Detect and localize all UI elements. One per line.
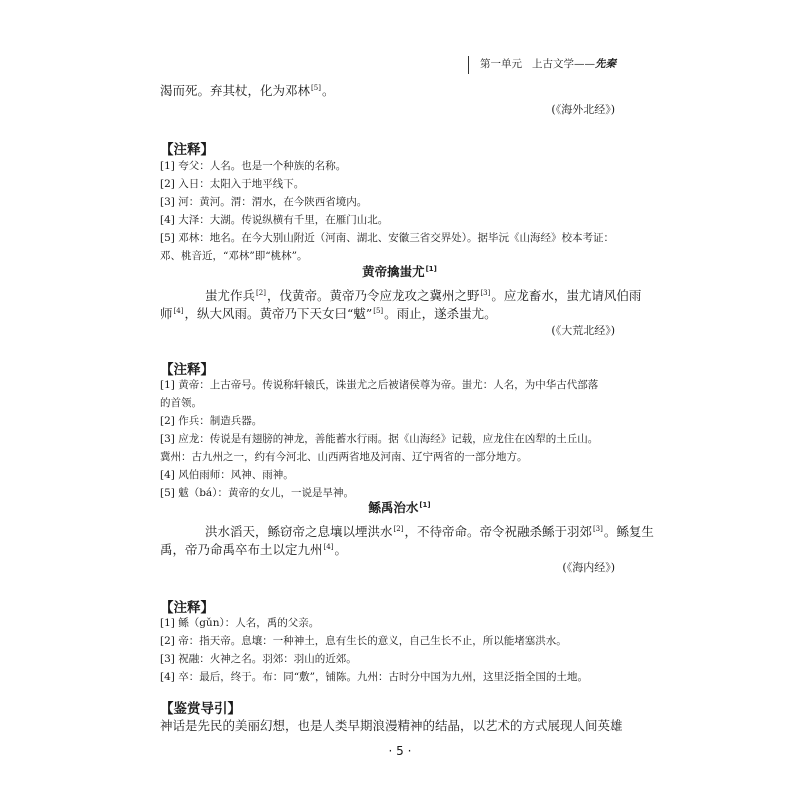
notes-heading: 【注释】 [160,142,214,158]
story-line [205,287,641,305]
intro-end: 。 [321,83,335,98]
footnote-ref: [4] [173,307,184,315]
footnote-ref: [2] [256,289,266,297]
note-line: [3] 河：黄河。渭：渭水，在今陕西省境内。 [160,196,368,208]
appreciation-heading: 【鉴赏导引】 [160,701,241,717]
story-title-text: 鲧禹治水 [368,500,419,515]
story-line [160,305,497,323]
note-line: [3] 祝融：火神之名。羽郊：羽山的近郊。 [160,653,357,665]
story-text: 。鲧复生 [603,524,654,539]
story-text: 。应龙畜水，蚩尤请风伯雨 [491,288,642,303]
header-chapter: 第一单元 [480,58,522,70]
appreciation-text: 神话是先民的美丽幻想，也是人类早期浪漫精神的结晶，以艺术的方式展现人间英雄 [160,718,623,733]
note-line: 的首领。 [160,397,202,409]
notes-heading: 【注释】 [160,362,214,378]
story-text: ，纵大风雨。黄帝乃下天女曰“魃” [184,306,373,321]
header-rule [468,56,469,74]
note-line: [4] 卒：最后，终于。布：同“敷”，铺陈。九州：古时分中国为九州，这里泛指全国的土地。 [160,671,588,683]
footnote-ref: [1] [419,501,431,509]
footnote-ref: [3] [592,525,603,533]
note-line: [5] 邓林：地名。在今大别山附近（河南、湖北、安徽三省交界处）。据毕沅《山海经》校本考证： [160,232,614,244]
story-line [205,523,654,541]
note-line: [3] 应龙：传说是有翅膀的神龙，善能蓄水行雨。据《山海经》记载，应龙住在凶犁的土丘山。 [160,433,599,445]
footnote-ref: [1] [425,265,437,273]
story-source: (《海内经》) [562,561,615,574]
header-text [480,56,616,72]
story-text: ，伐黄帝。黄帝乃令应龙攻之冀州之野 [266,288,480,303]
story-title [0,262,800,280]
footnote-ref: [2] [393,525,404,533]
header-title: 上古文学 [532,58,575,70]
story-text: 禹，帝乃命禹卒布土以定九州 [160,542,323,557]
story-title-text: 黄帝擒蚩尤 [362,264,425,279]
story-title [0,498,800,516]
note-line: [4] 大泽：大湖。传说纵横有千里，在雁门山北。 [160,214,389,226]
notes-heading: 【注释】 [160,600,214,616]
story-text: 。 [334,542,347,557]
story-text: 。雨止，遂杀蚩尤。 [384,306,497,321]
story-source: (《大荒北经》) [551,324,615,337]
note-line: 邓、桃音近，“邓林”即“桃林”。 [160,250,308,262]
footnote-ref: [5] [311,84,321,92]
story-text: ，不待帝命。帝令祝融杀鲧于羽郊 [404,524,592,539]
note-line: [1] 黄帝：上古帝号。传说称轩辕氏，诛蚩尤之后被诸侯尊为帝。蚩尤：人名，为中华古代部落 [160,379,599,391]
header-dash: —— [574,58,596,70]
intro-line [160,82,334,100]
page-number: · 5 · [388,744,412,758]
note-line: [2] 帝：指天帝。息壤：一种神土，息有生长的意义，自己生长不止，所以能堵塞洪水。 [160,635,567,647]
note-line: [4] 风伯雨师：风神、雨神。 [160,469,294,481]
story-text: 洪水滔天，鲧窃帝之息壤以堙洪水 [205,524,393,539]
note-line: [5] 魃（bá）：黄帝的女儿，一说是旱神。 [160,487,354,499]
footnote-ref: [4] [323,543,334,551]
running-header [468,56,630,76]
note-line: [2] 入日：太阳入于地平线下。 [160,178,305,190]
footnote-ref: [5] [373,307,384,315]
story-line [160,541,347,559]
header-era: 先秦 [595,58,617,70]
story-text: 师 [160,306,173,321]
intro-text: 渴而死。弃其杖，化为邓林 [160,83,311,98]
intro-source: (《海外北经》) [551,103,615,116]
note-line: [2] 作兵：制造兵器。 [160,415,263,427]
note-line: [1] 夸父：人名。也是一个种族的名称。 [160,160,347,172]
story-text: 蚩尤作兵 [205,288,256,303]
footnote-ref: [3] [480,289,491,297]
note-line: 冀州：古九州之一，约有今河北、山西两省地及河南、辽宁两省的一部分地方。 [160,451,528,463]
note-line: [1] 鲧（gǔn）：人名，禹的父亲。 [160,617,320,629]
